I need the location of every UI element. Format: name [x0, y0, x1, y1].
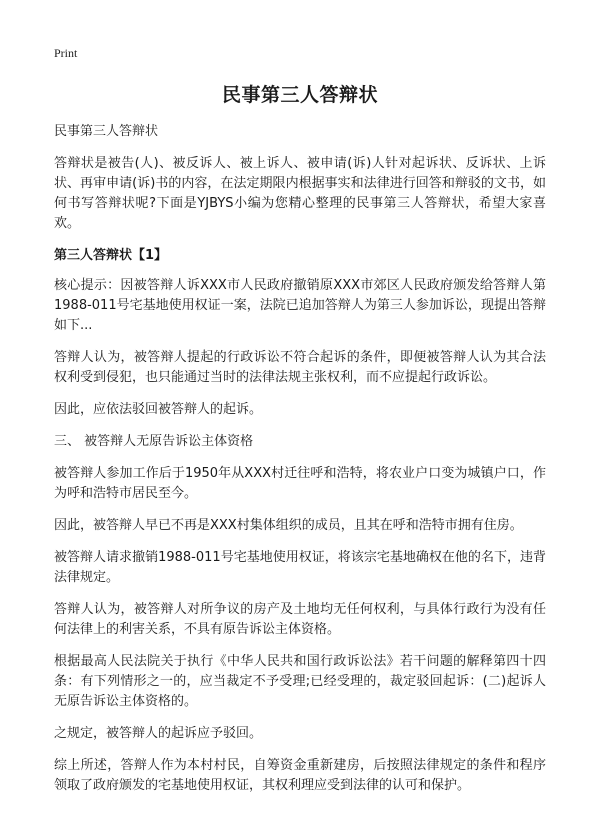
paragraph: 因此，应依法驳回被答辩人的起诉。 — [54, 402, 263, 417]
paragraph: 因此，被答辩人早已不再是XXX村集体组织的成员，且其在呼和浩特市拥有住房。 — [54, 518, 523, 533]
document-body — [54, 122, 546, 808]
paragraph: 之规定，被答辩人的起诉应予驳回。 — [54, 726, 263, 741]
paragraph-conclusion: 综上所述，答辩人作为本村村民，自筹资金重新建房，后按照法律规定的条件和程序领取了政府颁发的宅基地使用权证，其权利理应受到法律的认可和保护。 — [54, 758, 546, 793]
paragraph: 被答辩人请求撤销1988-011号宅基地使用权证，将该宗宅基地确权在他的名下，违背法律规定。 — [54, 550, 546, 585]
paragraph-core-hint: 核心提示：因被答辩人诉XXX市人民政府撤销原XXX市郊区人民政府颁发给答辩人第1988-011号宅基地使用权证一案，法院已追加答辩人为第三人参加诉讼，现提出答辩如下... — [54, 278, 546, 333]
print-link[interactable]: Print — [54, 46, 78, 60]
paragraph: 被答辩人参加工作后于1950年从XXX村迁往呼和浩特，将农业户口变为城镇户口，作为呼和浩特市居民至今。 — [54, 466, 546, 501]
page-title: 民事第三人答辩状 — [221, 84, 378, 106]
paragraph: 答辩人认为，被答辩人对所争议的房产及土地均无任何权利，与具体行政行为没有任何法律上的利害关系，不具有原告诉讼主体资格。 — [54, 602, 546, 637]
paragraph-section-three: 三、 被答辩人无原告诉讼主体资格 — [54, 434, 254, 449]
subtitle: 民事第三人答辩状 — [54, 124, 159, 139]
paragraph: 答辩人认为，被答辩人提起的行政诉讼不符合起诉的条件，即便被答辩人认为其合法权利受到侵犯，也只能通过当时的法律法规主张权利，而不应提起行政诉讼。 — [54, 350, 546, 385]
section-heading: 第三人答辩状【1】 — [54, 248, 168, 263]
intro-paragraph: 答辩状是被告(人)、被反诉人、被上诉人、被申请(诉)人针对起诉状、反诉状、上诉状、再审申请(诉)书的内容，在法定期限内根据事实和法律进行回答和辩驳的文书，如何书写答辩状呢?下面是YJBYS小编为您精心整理的民事第三人答辩状，希望大家喜欢。 — [54, 156, 546, 231]
paragraph: 根据最高人民法院关于执行《中华人民共和国行政诉讼法》若干问题的解释第四十四条：有下列情形之一的，应当裁定不予受理;已经受理的，裁定驳回起诉：(二)起诉人无原告诉讼主体资格的。 — [54, 654, 546, 709]
